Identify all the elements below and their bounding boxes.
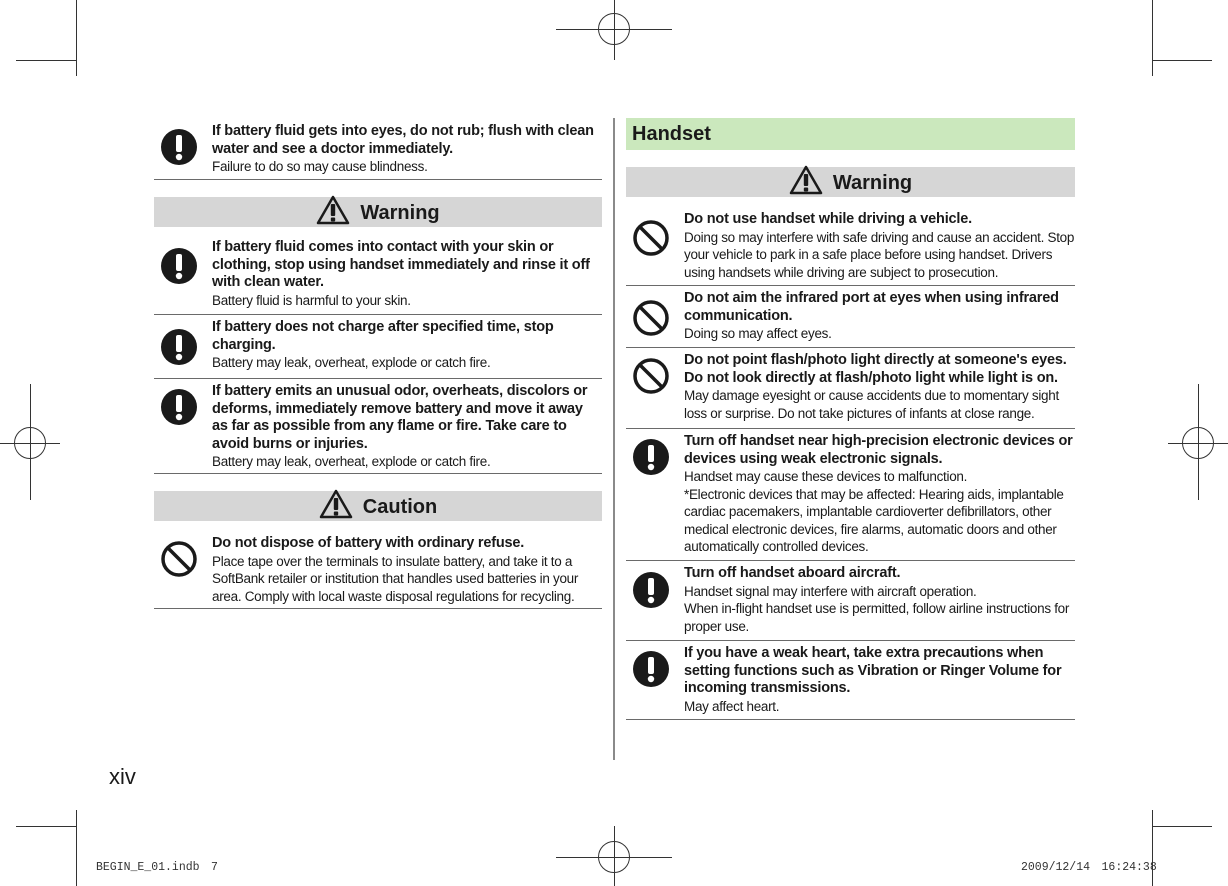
mandatory-icon [632, 438, 670, 476]
entry-body: Battery fluid is harmful to your skin. [212, 292, 411, 308]
page-number: xiv [109, 764, 136, 789]
warning-triangle-icon [316, 195, 350, 225]
entry-title: If you have a weak heart, take extra precautions when setting functions such as Vibration or Ringer Volume for incoming transmissions. [684, 645, 1062, 696]
column-divider [613, 118, 615, 760]
crop-mark [76, 810, 77, 886]
precaution-entry [626, 642, 1075, 720]
mandatory-icon [160, 328, 198, 366]
warning-triangle-icon [319, 489, 353, 519]
warning-triangle-icon [789, 165, 823, 195]
footer-timestamp: 2009/12/14 16:24:38 [1021, 861, 1157, 874]
section-label: Caution [362, 495, 438, 518]
entry-body: May damage eyesight or cause accidents due to momentary sight loss or surprise. Do not take pictures of infants at close range. [684, 388, 1059, 421]
precaution-entry [626, 349, 1075, 429]
precaution-entry [626, 562, 1075, 641]
entry-body: Doing so may interfere with safe driving and cause an accident. Stop your vehicle to park in a safe place before using handset. Drivers using handsets while driving are subject to prosecution. [684, 229, 1075, 280]
entry-title: Do not aim the infrared port at eyes when using infrared communication. [684, 290, 1059, 324]
entry-body: Battery may leak, overheat, explode or catch fire. [212, 355, 491, 370]
entry-body: May affect heart. [684, 698, 780, 714]
entry-body: Handset may cause these devices to malfunction. [684, 469, 968, 484]
mandatory-icon [160, 388, 198, 426]
crop-mark [1152, 0, 1153, 76]
precaution-entry [154, 532, 602, 609]
entry-body: Place tape over the terminals to insulate battery, and take it to a SoftBank retailer or institution that handles used batteries in your area. Comply with local waste disposal regulations for recycling. [212, 553, 579, 604]
entry-body: Handset signal may interfere with aircraft operation. [684, 583, 977, 599]
entry-title: Turn off handset aboard aircraft. [684, 565, 901, 581]
crop-mark [1152, 60, 1212, 61]
mandatory-icon [160, 128, 198, 166]
registration-mark-line [1198, 384, 1199, 500]
crop-mark [16, 60, 76, 61]
section-label: Warning [360, 201, 440, 224]
precaution-entry [154, 236, 602, 315]
precaution-entry [626, 287, 1075, 348]
registration-mark-line [30, 384, 31, 500]
entry-title: If battery does not charge after specified time, stop charging. [212, 319, 554, 353]
warning-header [154, 197, 602, 227]
registration-mark-line [614, 826, 615, 886]
precaution-entry [154, 380, 602, 474]
entry-body: Doing so may affect eyes. [684, 326, 832, 341]
crop-mark [76, 0, 77, 76]
prohibited-icon [632, 219, 670, 257]
prohibited-icon [632, 299, 670, 337]
entry-title: Turn off handset near high-precision electronic devices or devices using weak electronic signals. [684, 433, 1073, 467]
precaution-entry [626, 430, 1075, 561]
handset-section-title: Handset [626, 118, 1075, 150]
entry-title: Do not use handset while driving a vehicle. [684, 211, 972, 227]
registration-mark-line [614, 0, 615, 60]
entry-body: Failure to do so may cause blindness. [212, 159, 428, 174]
crop-mark [1152, 810, 1153, 886]
mandatory-icon [632, 650, 670, 688]
precaution-entry [154, 316, 602, 379]
warning-header [626, 167, 1075, 197]
entry-title: If battery emits an unusual odor, overheats, discolors or deforms, immediately remove battery and move it away as far as possible from any flame or fire. Take care to avoid burns or injuries. [212, 383, 588, 452]
section-label: Warning [832, 171, 913, 194]
prohibited-icon [632, 357, 670, 395]
prohibited-icon [160, 540, 198, 578]
footer-file-label: BEGIN_E_01.indb 7 [96, 861, 218, 874]
entry-note: When in-flight handset use is permitted, follow airline instructions for proper use. [684, 601, 1070, 634]
entry-body: Battery may leak, overheat, explode or catch fire. [212, 454, 491, 469]
mandatory-icon [160, 247, 198, 285]
entry-title: If battery fluid comes into contact with your skin or clothing, stop using handset immediately and rinse it off with clean water. [212, 239, 590, 290]
entry-title: Do not dispose of battery with ordinary refuse. [212, 535, 525, 551]
mandatory-icon [632, 571, 670, 609]
precaution-entry [626, 208, 1075, 286]
crop-mark [16, 826, 76, 827]
entry-title: Do not point flash/photo light directly at someone's eyes. Do not look directly at flash/photo light while light is on. [684, 352, 1067, 386]
entry-note: *Electronic devices that may be affected: Hearing aids, implantable cardiac pacemakers, implantable cardioverter defibrillators, other medical electronic devices, fire alarms, automatic doors and other automatically controlled devices. [684, 486, 1064, 554]
entry-title: If battery fluid gets into eyes, do not rub; flush with clean water and see a doctor immediately. [212, 123, 594, 157]
caution-header [154, 491, 602, 521]
precaution-entry [154, 120, 602, 180]
crop-mark [1152, 826, 1212, 827]
